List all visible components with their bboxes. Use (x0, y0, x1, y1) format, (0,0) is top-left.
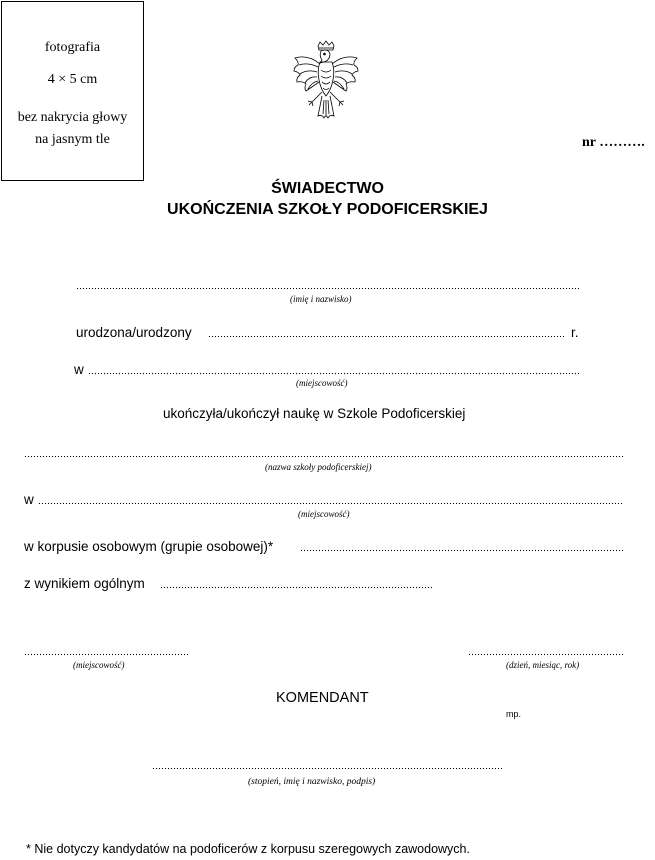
year-suffix: r. (571, 325, 579, 340)
issue-place-dotted-line (24, 650, 190, 658)
school-place-prefix: w (24, 492, 34, 507)
place-of-birth-prefix: w (74, 362, 84, 377)
result-dotted-line (160, 583, 432, 591)
signer-dotted-line (152, 764, 502, 772)
document-subtitle: UKOŃCZENIA SZKOŁY PODOFICERSKIEJ (167, 201, 488, 218)
name-caption: (imię i nazwisko) (290, 294, 352, 304)
footnote: * Nie dotyczy kandydatów na podoficerów z korpusu szeregowych zawodowych. (26, 842, 470, 856)
commander-title: KOMENDANT (276, 690, 369, 706)
name-dotted-line (76, 284, 580, 292)
place-of-birth-caption: (miejscowość) (296, 378, 348, 388)
photo-requirement-2: na jasnym tle (35, 132, 110, 147)
signer-caption: (stopień, imię i nazwisko, podpis) (248, 777, 376, 787)
document-title: ŚWIADECTWO (271, 180, 384, 197)
school-place-dotted-line (38, 499, 624, 507)
certificate-number: nr ………. (582, 135, 645, 150)
corps-label: w korpusie osobowym (grupie osobowej)* (24, 539, 274, 554)
corps-dotted-line (300, 546, 624, 554)
place-of-birth-dotted-line (88, 369, 580, 377)
photo-label: fotografia (44, 40, 101, 55)
stamp-placeholder: mp. (506, 709, 522, 719)
issue-date-caption: (dzień, miesiąc, rok) (506, 660, 580, 670)
photo-placeholder-box (1, 1, 144, 181)
school-place-caption: (miejscowość) (298, 509, 350, 519)
completed-statement: ukończyła/ukończył naukę w Szkole Podoficerskiej (163, 406, 466, 421)
school-name-caption: (nazwa szkoły podoficerskiej) (265, 462, 372, 472)
birth-date-dotted-line (208, 332, 566, 340)
school-name-dotted-line (24, 452, 624, 460)
issue-date-dotted-line (468, 650, 624, 658)
born-label: urodzona/urodzony (76, 325, 192, 340)
photo-requirement-1: bez nakrycia głowy (17, 110, 128, 125)
issue-place-caption: (miejscowość) (73, 660, 125, 670)
photo-size: 4 × 5 cm (47, 72, 98, 87)
polish-eagle-emblem-icon (290, 40, 362, 124)
result-label: z wynikiem ogólnym (24, 576, 145, 591)
